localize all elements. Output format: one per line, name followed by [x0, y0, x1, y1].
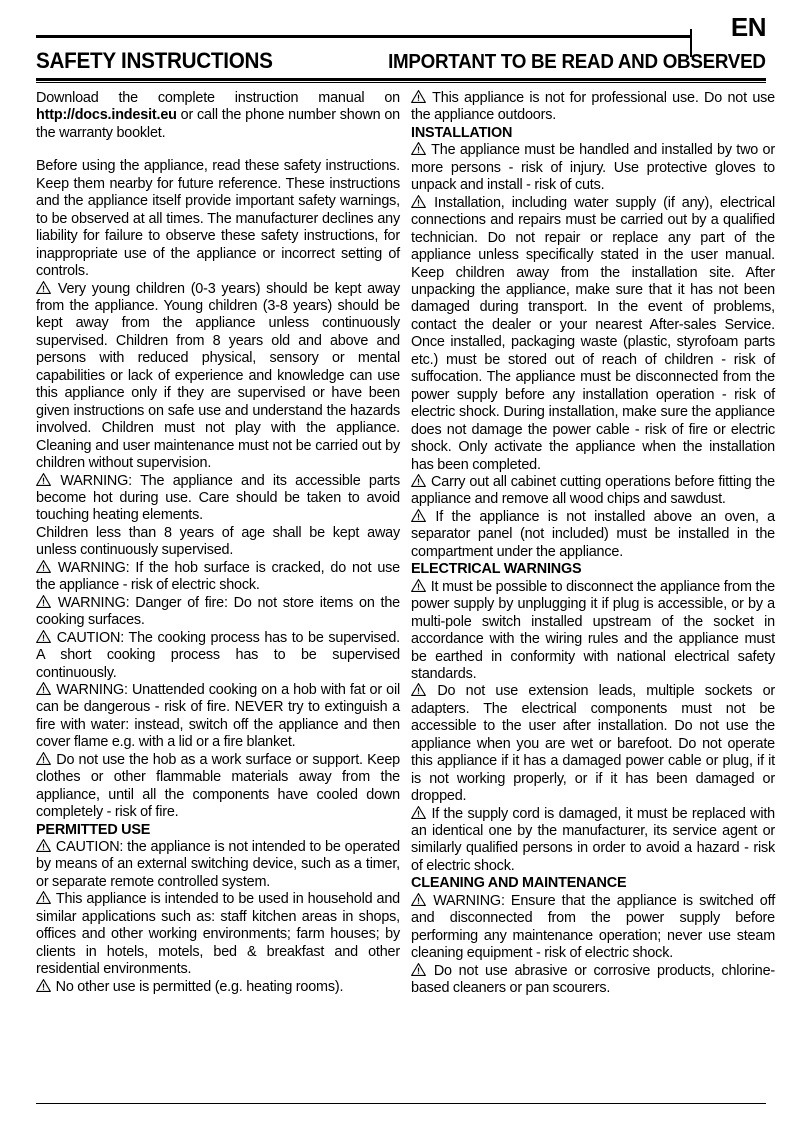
download-intro-text: Download the complete instruction manual on [36, 90, 400, 106]
paragraph-text: Children less than 8 years of age shall be kept away unless continuously supervised. [36, 524, 400, 559]
paragraph-text: CAUTION: the appliance is not intended to be operated by means of an external switching device, such as a timer, or separate remote controlled system. [36, 839, 400, 890]
paragraph-text: WARNING: If the hob surface is cracked, do not use the appliance - risk of electric shock. [36, 559, 400, 594]
warning-triangle-icon [411, 90, 426, 103]
paragraph-text: This appliance is not for professional use. Do not use the appliance outdoors. [411, 90, 775, 124]
paragraph-before-using [36, 158, 400, 280]
header-top-rule [36, 35, 692, 38]
paragraph-text: Installation, including water supply (if any), electrical connections and repairs must be carried out by a qualified technician. Do not repair or replace any part of the appliance unless specifically stated in the user manual. Keep children away from the installation site. After unpacking the appliance, make sure that it has not been damaged during transport. In the event of problems, contact the dealer or your nearest After-sales Service. Once installed, packaging waste (plastic, styrofoam parts etc.) must be stored out of reach of children - risk of suffocation. The appliance must be disconnected from the power supply before any installation operation - risk of electric shock. During installation, make sure the appliance does not damage the power cable - risk of fire or electric shock. Only activate the appliance when the installation has been completed. [411, 194, 775, 473]
paragraph-supply-cord-damaged [411, 806, 775, 876]
paragraph-cabinet-cutting-operations [411, 474, 775, 509]
paragraph-warning-unattended-cooking [36, 682, 400, 752]
paragraph-text: Do not use the hob as a work surface or support. Keep clothes or other flammable materials away from the appliance, until all the components have cooled down completely - risk of fire. [36, 751, 400, 821]
paragraph-no-extension-leads [411, 683, 775, 805]
paragraph-not-professional-use [411, 90, 775, 125]
paragraph-text: CAUTION: The cooking process has to be supervised. A short cooking process has to be supervised continuously. [36, 629, 401, 681]
paragraph-text: WARNING: Ensure that the appliance is switched off and disconnected from the power supply before performing any maintenance operation; never use steam cleaning equipment - risk of electric shock. [411, 892, 776, 962]
paragraph-text: No other use is permitted (e.g. heating rooms). [55, 978, 344, 995]
warning-triangle-icon [411, 474, 426, 487]
warning-triangle-icon [411, 893, 426, 906]
paragraph-warning-cracked-hob [36, 560, 400, 595]
warning-triangle-icon [36, 560, 51, 573]
two-column-body [36, 90, 776, 998]
paragraph-text: The appliance must be handled and installed by two or more persons - risk of injury. Use protective gloves to unpack and install - risk of cuts. [411, 142, 775, 194]
paragraph-household-use [36, 891, 400, 978]
warning-triangle-icon [36, 752, 51, 765]
paragraph-disconnect-power-supply [411, 579, 775, 684]
warning-triangle-icon [411, 963, 426, 976]
paragraph-text: WARNING: Unattended cooking on a hob with fat or oil can be dangerous - risk of fire. NEVER try to extinguish a fire with water: instead, switch off the appliance and then cover flame e.g. with a lid or a fire blanket. [36, 681, 400, 751]
paragraph-text: WARNING: Danger of fire: Do not store items on the cooking surfaces. [36, 594, 400, 629]
download-outro-text: or call the phone number shown on the warranty booklet. [36, 107, 400, 141]
page-subtitle: IMPORTANT TO BE READ AND OBSERVED [388, 51, 766, 73]
paragraph-text: Do not use abrasive or corrosive products, chlorine-based cleaners or pan scourers. [411, 962, 776, 997]
warning-triangle-icon [36, 682, 51, 695]
paragraph-warning-hot-parts [36, 473, 400, 525]
paragraph-text: Carry out all cabinet cutting operations before fitting the appliance and remove all wood chips and sawdust. [411, 473, 775, 508]
header-double-rule [36, 78, 766, 83]
download-instructions [36, 90, 400, 142]
paragraph-handled-installed-two-persons [411, 142, 775, 194]
warning-triangle-icon [36, 979, 51, 992]
heading-permitted-use: PERMITTED USE [36, 821, 151, 838]
paragraph-text: WARNING: The appliance and its accessible parts become hot during use. Care should be taken to avoid touching heating elements. [36, 472, 400, 524]
paragraph-no-abrasive-products [411, 963, 775, 998]
paragraph-very-young-children [36, 281, 400, 473]
warning-triangle-icon [36, 630, 51, 643]
paragraph-separator-panel [411, 509, 775, 561]
right-column [411, 90, 775, 998]
header-titles [36, 48, 766, 74]
paragraph-text: Before using the appliance, read these safety instructions. Keep them nearby for future reference. These instructions and the appliance itself provide important safety warnings, to be observed at all times. The manufacturer declines any liability for failure to observe these safety instructions, for inappropriate use of the appliance or incorrect setting of controls. [36, 158, 400, 280]
manual-url[interactable]: http://docs.indesit.eu [36, 107, 177, 124]
warning-triangle-icon [36, 891, 51, 904]
warning-triangle-icon [411, 142, 426, 155]
paragraph-installation-qualified-technician [411, 195, 775, 474]
warning-triangle-icon [411, 195, 426, 208]
paragraph-do-not-use-hob-work-surface [36, 752, 400, 822]
paragraph-no-other-use [36, 979, 400, 996]
warning-triangle-icon [411, 509, 426, 522]
paragraph-warning-switched-off [411, 893, 775, 963]
left-column [36, 90, 400, 998]
heading-installation: INSTALLATION [411, 124, 513, 141]
header-rule-row [36, 12, 766, 46]
warning-triangle-icon [36, 473, 51, 486]
paragraph-text: Very young children (0-3 years) should be kept away from the appliance. Young children (3-8 years) should be kept away from the appliance unless continuously supervised. Children from 8 years old and above and persons with reduced physical, sensory or mental capabilities or lack of experience and knowledge can use this appliance only if they are supervised or have been given instructions on safe use and understand the hazards involved. Children must not play with the appliance. Cleaning and user maintenance must not be carried out by children without supervision. [36, 280, 400, 472]
document-header [36, 0, 766, 83]
paragraph-text: If the supply cord is damaged, it must be replaced with an identical one by the manufacturer, its service agent or similarly qualified persons in order to avoid a hazard - risk of electric shock. [411, 805, 775, 874]
paragraph-caution-external-switching [36, 839, 400, 891]
page-title: SAFETY INSTRUCTIONS [36, 48, 273, 73]
warning-triangle-icon [411, 806, 426, 819]
heading-cleaning-maintenance: CLEANING AND MAINTENANCE [411, 875, 627, 892]
paragraph-children-less-than-8 [36, 525, 400, 560]
paragraph-warning-danger-of-fire [36, 595, 400, 630]
warning-triangle-icon [411, 579, 426, 592]
heading-electrical-warnings: ELECTRICAL WARNINGS [411, 561, 582, 578]
warning-triangle-icon [36, 839, 51, 852]
language-code: EN [730, 12, 766, 42]
footer-rule [36, 1103, 766, 1104]
warning-triangle-icon [36, 281, 51, 294]
paragraph-caution-cooking-process [36, 630, 400, 682]
warning-triangle-icon [411, 683, 426, 696]
paragraph-text: This appliance is intended to be used in household and similar applications such as: staff kitchen areas in shops, offices and other working environments; farm houses; by clients in hotels, motels, bed & breakfast and other residential environments. [36, 891, 400, 978]
warning-triangle-icon [36, 595, 51, 608]
paragraph-text: It must be possible to disconnect the appliance from the power supply by unplugging it if plug is accessible, or by a multi-pole switch installed upstream of the socket in accordance with the wiring rules and the appliance must be earthed in conformity with national electrical safety standards. [411, 578, 775, 682]
paragraph-text: Do not use extension leads, multiple sockets or adapters. The electrical components must not be accessible to the user after installation. Do not use the appliance when you are wet or barefoot. Do not operate this appliance if it has a damaged power cable or plug, if it is not working properly, or if it has been damaged or dropped. [411, 683, 776, 805]
paragraph-text: If the appliance is not installed above an oven, a separator panel (not included) must be installed in the compartment under the appliance. [411, 508, 775, 560]
